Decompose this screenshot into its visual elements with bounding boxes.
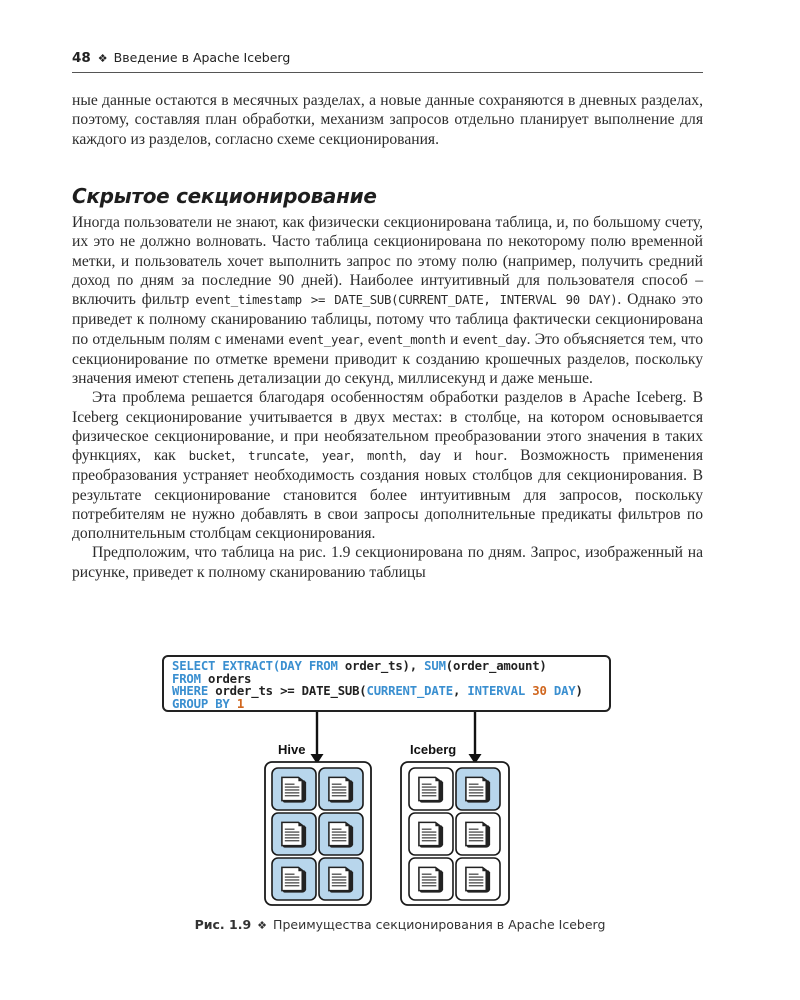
data-file-icon <box>419 867 443 892</box>
text: . Возможность применения преобразования устраняет необходимость создания новых столбцов для секционирования. В результате секционирование становится более интуитивным для запросов, поскольку потребителям не нужно добавлять в свои запросы дополнительные предикаты фильтров по дополнительным столбцам секционирования. <box>72 447 704 542</box>
sql-text: order_ts >= DATE_SUB( <box>208 684 367 698</box>
text: , <box>231 447 249 464</box>
data-file-icon <box>419 777 443 802</box>
inline-code: event_timestamp >= DATE_SUB(CURRENT_DATE, INTERVAL 90 DAY) <box>195 293 618 307</box>
sql-keyword: GROUP BY <box>172 696 230 711</box>
paragraph-continued: ные данные остаются в месячных разделах, а новые данные сохраняются в дневных разделах, поэтому, составляя план обработки, механизм запросов отдельно планирует выполнение для каждого из разделов, согласно схеме секционирования. <box>72 92 703 148</box>
data-file-icon <box>329 777 353 802</box>
sql-keyword: DAY FROM <box>280 659 338 673</box>
data-file-icon <box>282 822 306 847</box>
data-file-icon <box>282 867 306 892</box>
text: , <box>350 447 368 464</box>
inline-code: truncate <box>248 449 305 463</box>
text: Эта проблема решается благодаря особенностям обработки разделов в Apache Iceberg. В Iceberg секционирование учитывается в двух местах: в столбце, на котором основывается физическое секционирование, и при необязательном преобразовании этого значения в таких функциях, как <box>72 389 703 464</box>
inline-code: event_month <box>367 332 446 347</box>
text: . Однако это приведет к полному сканированию таблицы, потому что таблица фактически секционирована по отдельным полям с именами <box>72 291 703 348</box>
header-separator-icon: ❖ <box>97 52 108 65</box>
sql-keyword: FROM <box>172 671 201 686</box>
inline-code: event_year <box>288 332 360 347</box>
sql-keyword: SELECT EXTRACT( <box>172 659 281 673</box>
text: , <box>359 330 368 348</box>
text: , <box>304 447 322 464</box>
data-file-icon <box>282 777 306 802</box>
sql-keyword: WHERE <box>172 684 209 698</box>
data-file-icon <box>419 822 443 847</box>
data-file-icon <box>329 867 353 892</box>
sql-keyword: INTERVAL <box>467 684 526 698</box>
sql-text: , <box>452 684 468 698</box>
data-file-icon <box>466 777 490 802</box>
sql-text: ) <box>575 684 583 698</box>
figure-caption <box>0 917 800 932</box>
sql-keyword: DAY <box>553 684 576 698</box>
sql-text: order_ts), <box>337 659 425 673</box>
caption-separator-icon: ❖ <box>257 919 268 932</box>
inline-code: event_day <box>462 332 527 347</box>
hive-label: Hive <box>278 742 306 757</box>
inline-code: year <box>321 449 351 463</box>
sql-keyword: SUM <box>424 659 446 673</box>
inline-code: hour <box>474 449 504 463</box>
sql-keyword: CURRENT_DATE <box>366 684 453 698</box>
sql-text: (order_amount) <box>445 659 547 673</box>
iceberg-label: Iceberg <box>410 742 457 757</box>
sql-number: 30 <box>532 684 547 698</box>
data-file-icon <box>466 867 490 892</box>
page-number: 48 <box>72 50 91 66</box>
data-file-icon <box>329 822 353 847</box>
caption-text: Преимущества секционирования в Apache Iceberg <box>273 917 606 932</box>
text: Иногда пользователи не знают, как физически секционирована таблица, и, по большому счету, их это не должно волновать. Часто таблица секционирована по некоторому полю временной метки, и пользователь хочет выполнить запрос по этому полю (например, получить средний доход по дням за последние 90 дней). Наиболее интуитивный для пользователя способ – включить фильтр <box>72 214 703 308</box>
text: и <box>440 447 475 464</box>
inline-code: day <box>419 449 441 463</box>
inline-code: month <box>367 449 403 463</box>
chapter-title: Введение в Apache Iceberg <box>113 50 291 65</box>
inline-code: bucket <box>188 449 232 463</box>
paragraph-3: Предположим, что таблица на рис. 1.9 секционирована по дням. Запрос, изображенный на рисунке, приведет к полному сканированию таблицы <box>72 544 703 581</box>
text: и <box>445 330 463 348</box>
sql-number: 1 <box>236 696 245 711</box>
text: , <box>402 447 420 464</box>
data-file-icon <box>466 822 490 847</box>
sql-text: orders <box>200 671 252 686</box>
text: . Это объясняется тем, что секционирование по отметке времени приводит к созданию крошечных разделов, поскольку значения имеют степень детализации до секунд, миллисекунд и даже меньше. <box>72 330 703 387</box>
section-heading: Скрытое секционирование <box>72 184 377 208</box>
caption-label: Рис. 1.9 <box>194 917 252 932</box>
